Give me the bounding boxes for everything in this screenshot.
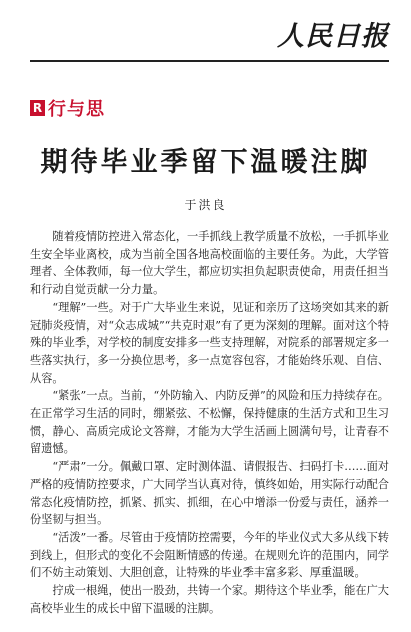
column-label: 行与思 bbox=[48, 99, 105, 120]
paragraph-4: “严肃”一分。佩戴口罩、定时测体温、请假报告、扫码打卡……面对严格的疫情防控要求，广大同学当认真对待，慎终如始，用实际行动配合常态化疫情防控，抓紧、抓实、抓细，在心中增添一份爱与责任，涵养一份坚韧与担当。 bbox=[30, 460, 389, 527]
paragraph-5: “活泼”一番。尽管由于疫情防控需要，今年的毕业仪式大多从线下转到线上，但形式的变化不会阻断情感的传递。在规则允许的范围内，同学们不妨主动策划、大胆创意，让特殊的毕业季丰富多彩、厚重温暖。 bbox=[30, 530, 389, 580]
article-body bbox=[30, 228, 389, 617]
paragraph-2: “理解”一些。对于广大毕业生来说，见证和亲历了这场突如其来的新冠肺炎疫情，对“众志成城”“共克时艰”有了更为深刻的理解。面对这个特殊的毕业季，对学校的制度安排多一些支持理解，对院系的部署规定多一些落实执行，多一分换位思考，多一点宽容包容，才能始终乐观、自信、从容。 bbox=[30, 300, 389, 385]
paragraph-6: 拧成一根绳，使出一股劲，共铸一个家。期待这个毕业季，能在广大高校毕业生的成长中留下温暖的注脚。 bbox=[30, 584, 389, 615]
newspaper-masthead: 人民日报 bbox=[277, 21, 389, 52]
paragraph-1: 随着疫情防控进入常态化，一手抓线上教学质量不放松，一手抓毕业生安全毕业离校，成为当前全国各地高校面临的主要任务。为此，大学管理者、全体教师，每一位大学生，都应切实担负起职责使命，用责任担当和行动自觉贡献一分力量。 bbox=[30, 230, 389, 297]
article-headline: 期待毕业季留下温暖注脚 bbox=[40, 147, 371, 178]
masthead-divider bbox=[30, 60, 389, 62]
column-header bbox=[30, 95, 105, 121]
column-logo-icon: R bbox=[30, 100, 45, 116]
article-byline: 于洪良 bbox=[184, 198, 227, 212]
paragraph-3: “紧张”一点。当前，“外防输入、内防反弹”的风险和压力持续存在。在正常学习生活的同时，绷紧弦、不松懈，保持健康的生活方式和卫生习惯，静心、高质完成论文答辩，才能为大学生活画上圆满句号，让青春不留遗憾。 bbox=[30, 389, 389, 456]
